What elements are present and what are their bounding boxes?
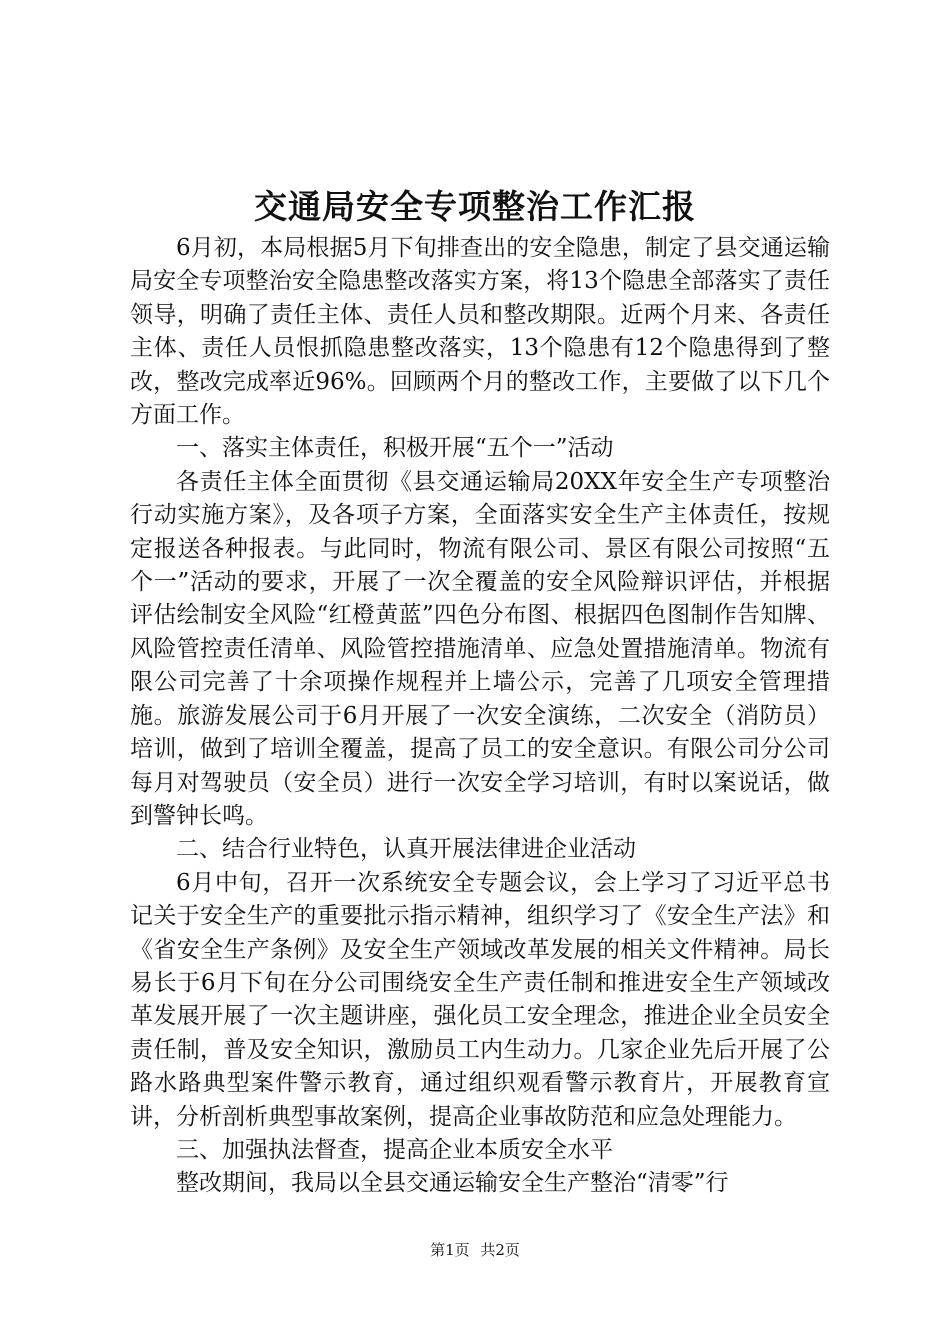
intro-paragraph: 6月初，本局根据5月下旬排查出的安全隐患，制定了县交通运输局安全专项整治安全隐患整改落实方案，将13个隐患全部落实了责任领导，明确了责任主体、责任人员和整改期限。近两个月来、各责任主体、责任人员恨抓隐患整改落实，13个隐患有12个隐患得到了整改，整改完成率近96%。回顾两个月的整改工作，主要做了以下几个方面工作。: [130, 235, 830, 429]
section-heading-3: 三、加强执法督查，提高企业本质安全水平: [176, 1136, 613, 1163]
document-body: [130, 232, 830, 1201]
section-heading-1: 一、落实主体责任，积极开展“五个一”活动: [176, 435, 614, 462]
document-title: 交通局安全专项整治工作汇报: [254, 187, 696, 226]
section-heading-2: 二、结合行业特色，认真开展法律进企业活动: [176, 836, 636, 863]
section-2-paragraph: 6月中旬，召开一次系统安全专题会议，会上学习了习近平总书记关于安全生产的重要批示指示精神，组织学习了《安全生产法》和《省安全生产条例》及安全生产领域改革发展的相关文件精神。局长易长于6月下旬在分公司围绕安全生产责任制和推进安全生产领域改革发展开展了一次主题讲座，强化员工安全理念，推进企业全员安全责任制，普及安全知识，激励员工内生动力。几家企业先后开展了公路水路典型案件警示教育，通过组织观看警示教育片，开展教育宣讲，分析剖析典型事故案例，提高企业事故防范和应急处理能力。: [130, 869, 830, 1130]
page-total: 共2页: [480, 1241, 520, 1259]
section-1-paragraph: 各责任主体全面贯彻《县交通运输局20XX年安全生产专项整治行动实施方案》，及各项子方案，全面落实安全生产主体责任，按规定报送各种报表。与此同时，物流有限公司、景区有限公司按照“五个一”活动的要求，开展了一次全覆盖的安全风险辩识评估，并根据评估绘制安全风险“红橙黄蓝”四色分布图、根据四色图制作告知牌、风险管控责任清单、风险管控措施清单、应急处置措施清单。物流有限公司完善了十余项操作规程并上墙公示，完善了几项安全管理措施。旅游发展公司于6月开展了一次安全演练，二次安全（消防员）培训，做到了培训全覆盖，提高了员工的安全意识。有限公司分公司每月对驾驶员（安全员）进行一次安全学习培训，有时以案说话，做到警钟长鸣。: [130, 468, 830, 829]
section-3-paragraph: 整改期间，我局以全县交通运输安全生产整治“清零”行: [176, 1170, 729, 1197]
page-footer: [0, 1240, 950, 1260]
page-number: 第1页: [430, 1241, 470, 1259]
